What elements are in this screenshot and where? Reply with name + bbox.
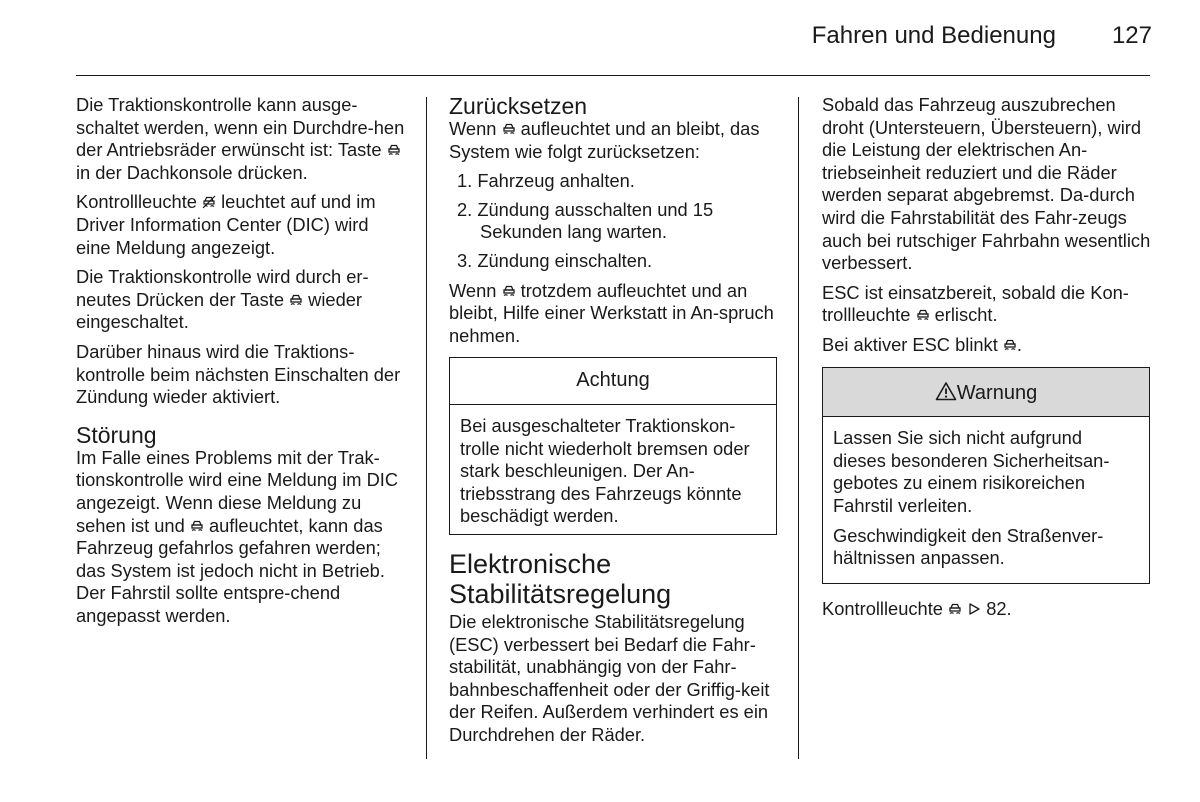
skidding-car-off-icon — [202, 195, 216, 209]
skidding-car-icon — [387, 143, 401, 157]
page-reference-arrow-icon — [967, 602, 981, 616]
warning-title: Warnung — [956, 381, 1038, 404]
caution-text: Bei ausgeschalteter Traktionskon-trolle nicht wiederholt bremsen oder stark beschleunigen. Der An-triebsstrang des Fahrzeugs könnte beschädigt werden. — [460, 414, 750, 527]
paragraph: Darüber hinaus wird die Traktions-kontrolle beim nächsten Einschalten der Zündung wieder aktiviert. — [76, 340, 401, 408]
list-item: 2. Zündung ausschalten und 15 Sekunden lang warten. — [457, 198, 714, 243]
paragraph: Wenn aufleuchtet und an bleibt, das System wie folgt zurücksetzen: — [449, 118, 760, 162]
section-heading: Zurücksetzen — [449, 93, 588, 119]
paragraph: Bei aktiver ESC blinkt . — [822, 333, 1022, 355]
caution-box — [449, 357, 777, 535]
section-title: Fahren und Bedienung — [811, 22, 1056, 49]
paragraph: Sobald das Fahrzeug auszubrechen droht (Untersteuern, Übersteuern), wird die Leistung der elektrischen An-triebseinheit reduziert und die Räder werden separat abgebremst. Da-durch wird die Fahrstabilität des Fahr-zeugs auch bei rutschiger Fahrbahn wesentlich verbessert. — [822, 94, 1151, 274]
skidding-car-icon — [948, 602, 962, 616]
list-item: 1. Fahrzeug anhalten. — [457, 170, 635, 192]
paragraph: Die elektronische Stabilitätsregelung (ESC) verbessert bei Bedarf die Fahr-stabilität, unabhängig von der Fahr-bahnbeschaffenheit oder der Griffig-keit der Reifen. Außerdem verhindert es ein Durchdrehen der Räder. — [449, 610, 770, 745]
main-heading: Elektronische Stabilitätsregelung — [449, 548, 672, 609]
page-header — [76, 22, 1152, 50]
column-divider-2 — [798, 97, 799, 759]
header-rule — [76, 75, 1150, 76]
skidding-car-icon — [1003, 338, 1017, 352]
warning-body — [823, 417, 1149, 583]
column-divider-1 — [426, 97, 427, 759]
paragraph: Geschwindigkeit den Straßenver-hältnissen anpassen. — [833, 524, 1104, 569]
column-1 — [76, 94, 406, 634]
warning-box — [822, 367, 1150, 584]
warning-header — [823, 368, 1149, 418]
paragraph: Kontrollleuchte 82. — [822, 597, 1012, 619]
list-item: 3. Zündung einschalten. — [457, 249, 653, 271]
column-2 — [449, 94, 777, 753]
paragraph: Die Traktionskontrolle kann ausge-schaltet werden, wenn ein Durchdre-hen der Antriebsräder erwünscht ist: Taste in der Dachkonsole drücken. — [76, 94, 405, 183]
warning-triangle-icon — [935, 381, 957, 401]
section-heading: Störung — [76, 421, 157, 448]
paragraph: Kontrollleuchte leuchtet auf und im Driver Information Center (DIC) wird eine Meldung angezeigt. — [76, 191, 376, 258]
paragraph: Lassen Sie sich nicht aufgrund dieses besonderen Sicherheitsan-gebotes zu einem risikoreichen Fahrstil verleiten. — [833, 427, 1110, 516]
column-3 — [822, 94, 1152, 627]
skidding-car-icon — [190, 519, 204, 533]
page-number: 127 — [1111, 22, 1152, 49]
paragraph: ESC ist einsatzbereit, sobald die Kon-trollleuchte erlischt. — [822, 281, 1129, 326]
paragraph: Die Traktionskontrolle wird durch er-neutes Drücken der Taste wieder eingeschaltet. — [76, 266, 369, 333]
caution-title: Achtung — [450, 358, 776, 405]
skidding-car-icon — [502, 284, 516, 298]
paragraph: Im Falle eines Problems mit der Trak-tionskontrolle wird eine Meldung im DIC angezeigt. Wenn diese Meldung zu sehen ist und aufleuchtet, kann das Fahrzeug gefahrlos gefahren werden; das System ist jedoch nicht in Betrieb. Der Fahrstil sollte entspre-chend angepasst werden. — [76, 446, 399, 626]
skidding-car-icon — [502, 122, 516, 136]
steps-list — [449, 170, 777, 272]
skidding-car-icon — [916, 308, 930, 322]
paragraph: Wenn trotzdem aufleuchtet und an bleibt, Hilfe einer Werkstatt in An-spruch nehmen. — [449, 279, 774, 346]
skidding-car-icon — [289, 293, 303, 307]
